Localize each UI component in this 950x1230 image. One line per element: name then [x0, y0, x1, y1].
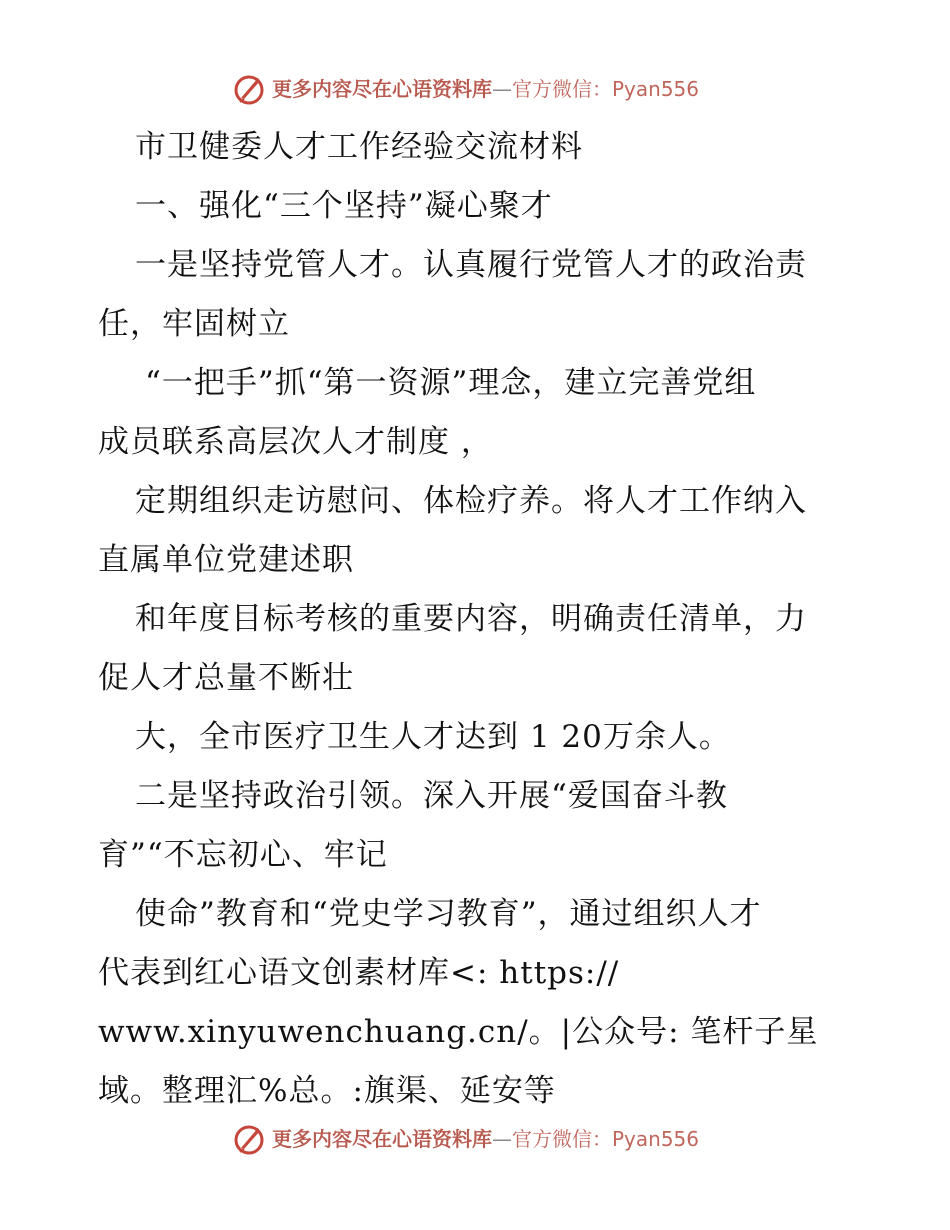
- document-title: 市卫健委人才工作经验交流材料: [135, 129, 583, 165]
- watermark-separator: —: [492, 77, 512, 101]
- section-heading: 一、强化“三个坚持”凝心聚才: [135, 188, 553, 224]
- text-line: 直属单位党建述职: [98, 542, 354, 578]
- text-line: 域。整理汇%总。:旗渠、延安等: [98, 1073, 556, 1109]
- watermark-main-text: 更多内容尽在心语资料库: [272, 1127, 492, 1151]
- text-line: 任，牢固树立: [98, 306, 290, 342]
- text-line: 成员联系高层次人才制度 ，: [98, 424, 493, 460]
- watermark-contact: 官方微信：Pyan556: [512, 1127, 700, 1151]
- text-line: 大，全市医疗卫生人才达到 1 20万余人。: [135, 719, 731, 755]
- watermark-contact: 官方微信：Pyan556: [512, 77, 700, 101]
- text-line: 定期组织走访慰问、体检疗养。将人才工作纳入: [135, 483, 807, 519]
- quill-logo-icon: [232, 1122, 266, 1156]
- text-line: 代表到红心语文创素材库<: https://: [98, 955, 620, 991]
- text-line: 一是坚持党管人才。认真履行党管人才的政治责: [135, 247, 807, 283]
- watermark-text: [272, 1126, 699, 1152]
- text-line: 促人才总量不断壮: [98, 660, 354, 696]
- text-line: 使命”教育和“党史学习教育”，通过组织人才: [135, 896, 762, 932]
- text-line: 育”“不忘初心、牢记: [98, 837, 388, 873]
- watermark-main-text: 更多内容尽在心语资料库: [272, 77, 492, 101]
- quill-logo-icon: [232, 72, 266, 106]
- text-line: 二是坚持政治引领。深入开展“爱国奋斗教: [135, 778, 728, 814]
- watermark-text: [272, 76, 699, 102]
- watermark-banner-top: [0, 70, 950, 110]
- text-line: “一把手”抓“第一资源”理念，建立完善党组: [145, 365, 757, 401]
- text-line: 和年度目标考核的重要内容，明确责任清单，力: [135, 601, 807, 637]
- watermark-banner-bottom: [0, 1120, 950, 1160]
- text-line: www.xinyuwenchuang.cn/。|公众号: 笔杆子星: [98, 1014, 819, 1050]
- watermark-separator: —: [492, 1127, 512, 1151]
